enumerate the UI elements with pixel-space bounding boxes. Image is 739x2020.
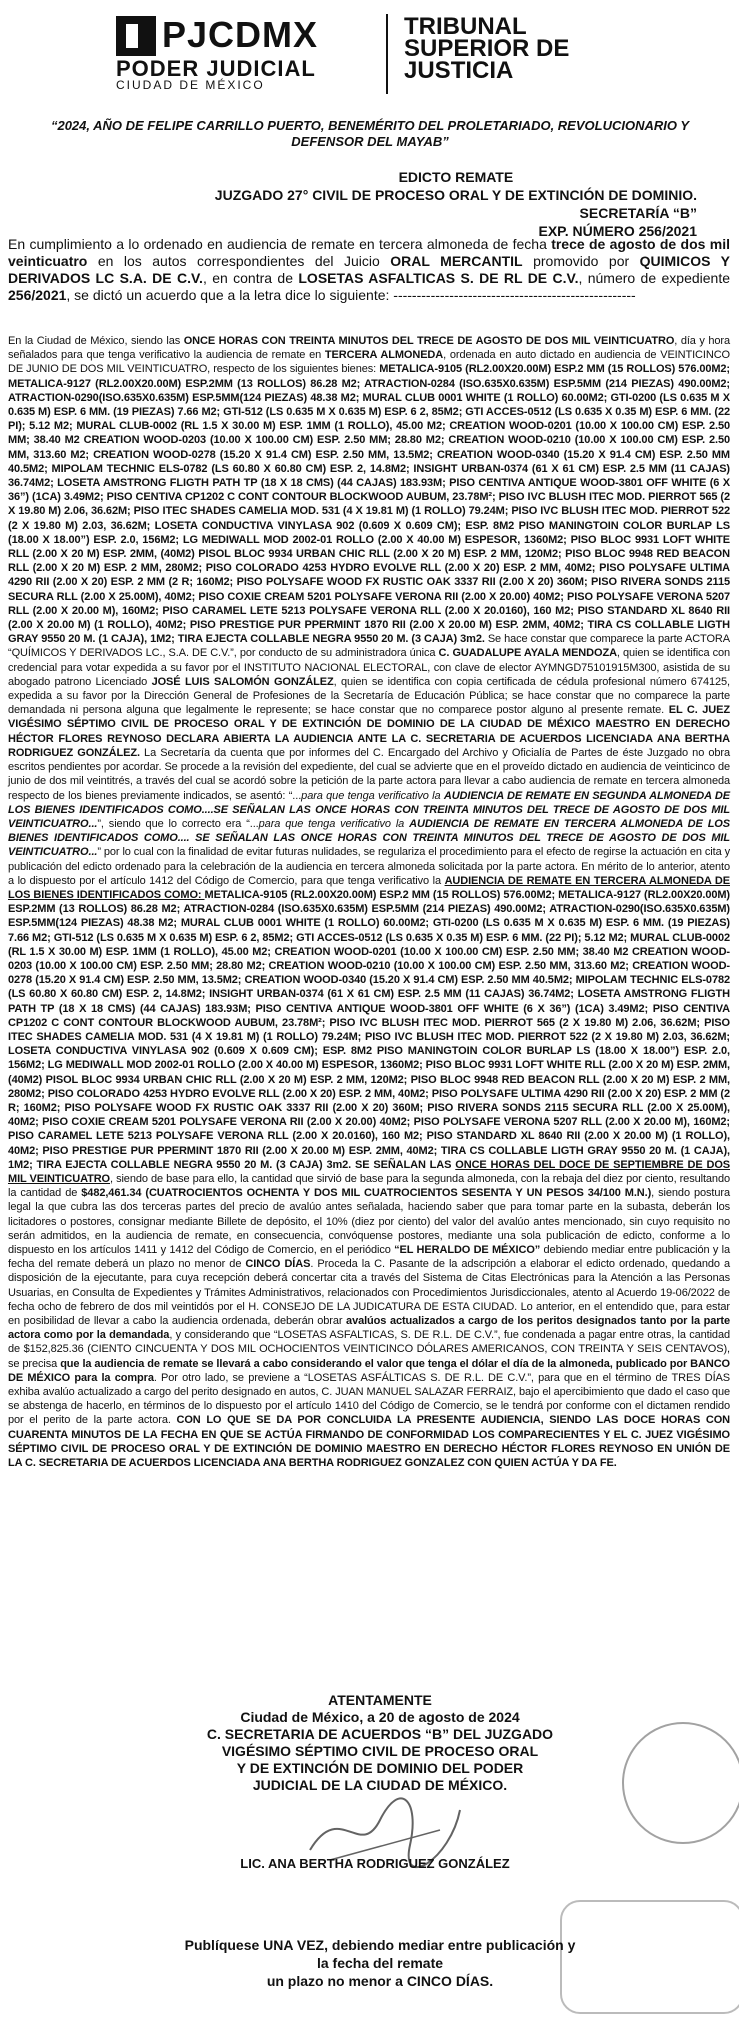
intro-text: , número de expediente [578,270,730,286]
signature-date: Ciudad de México, a 20 de agosto de 2024 [240,1709,520,1725]
body-bold: JOSÉ LUIS SALOMÓN GONZÁLEZ [151,675,334,688]
pj-emblem-icon [116,16,156,56]
body-text: , siendo postura legal la que cubra las dos terceras partes del precio de avalúo antes señalada, haciendo saber que para tomar parte en la subasta, deberán los licitadores o postores, consignar mediante Billete de depósito, el 10% (diez por ciento) del valor del avalúo antes mencionado, sin cuyo requisito no serán admitidos, en la audiencia de remate, en consecuencia, convóquense postores, mediante una sola publicación de edicto, conforme a lo dispuesto en los artículos 1411 y 1412 del Código de Comercio, en el periódico [8,1187,730,1256]
signature-line4: JUDICIAL DE LA CIUDAD DE MÉXICO. [252,1777,508,1793]
juzgado-title: JUZGADO 27° CIVIL DE PROCESO ORAL Y DE EXTINCIÓN DE DOMINIO. [214,187,697,203]
tribunal-line3: JUSTICIA [404,57,514,84]
body-bold: que la audiencia de remate se llevará a cabo considerando el valor que tenga el dólar el día de la almoneda, publicado por BANCO DE MÉXICO para la compra [8,1357,731,1384]
signature-line1: C. SECRETARIA DE ACUERDOS “B” DEL JUZGADO [206,1726,554,1742]
body-text: , siendo de base para ello, la cantidad que sirvió de base para la segunda almoneda, con la rebaja del diez por ciento, resultando la cantidad de [8,1172,730,1200]
body-text: , quien se identifica con credencial para votar expedida a su favor por el INSTITUTO NACIONAL ELECTORAL, con clave de elector AYMNGD75101915M300, asistida de su abogado patrono Licenciado [8,647,731,688]
intro-paragraph [8,236,730,304]
intro-date: trece de agosto de dos mil veinticuatro [8,236,730,269]
body-text: , ordenada en auto dictado en audiencia de VEINTICINCO DE JUNIO DE DOS MIL VEINTICUATRO, respecto de los siguientes bienes: [8,349,731,376]
body-text: , día y hora señalados para que tenga verificativo la audiencia de remate en [8,335,730,362]
intro-text: en los autos correspondientes del Juicio [87,253,391,269]
body-text: Se hace constar que comparece la parte ACTORA “QUÍMICOS Y DERIVADOS LC., S.A. DE C.V.”, por conducto de su administradora única [8,633,730,660]
intro-text: En cumplimiento a lo ordenado en audiencia de remate en tercera almoneda de fecha [8,236,552,252]
body-paragraph [8,334,730,1470]
tribunal-line1: TRIBUNAL [404,13,527,40]
intro-juicio: ORAL MERCANTIL [390,253,523,269]
goods-list: METALICA-9105 (RL2.00X20.00M) ESP.2 MM (15 ROLLOS) 576.00M2; METALICA-9127 (RL2.00X20.00M) ESP.2MM (13 ROLLOS) 86.28 M2; ATRACTION-0284 (ISO.635X0.635M) ESP.5MM (214 PIEZAS) 490.00M2; ATRACTION-0290(ISO.635X0.635M) ESP.5MM(124 PIEZAS) 48.38 M2; MURAL CLUB 0001 WHITE (1 ROLLO) 60.00M2; GTI-0200 (LS 0.635 M X 0.635 M) ESP. 6 MM. (19 PIEZAS) 7.66 M2; GTI-512 (LS 0.635 M X 0.635 M) ESP. 6 2, 85M2; GTI ACCES-0512 (LS 0.635 X 0.35 M) ESP. 6 MM. (22 PI); 5.12 M2; MURAL CLUB-0002 (RL 1.5 X 30.00 M) ESP. 1MM (1 ROLLO), 45.00 M2; CREATION WOOD-0201 (10.00 X 100.00 CM) ESP. 2.50 MM; 38.40 M2 CREATION WOOD-0203 (10.00 X 100.00 CM) ESP. 2.50 MM; 28.80 M2; CREATION WOOD-0210 (10.00 X 100.00 CM) ESP. 2.50 MM, 313.60 M2; CREATION WOOD-0278 (15.20 X 91.4 CM) ESP. 2.50 MM, 13.5M2; CREATION WOOD-0340 (15.20 X 91.4 CM) ESP. 2.50 MM 40.5M2; MIPOLAM TECHNIC ELS-0782 (LS 60.80 X 60.80 CM) ESP. 2, 14.8M2; INSIGHT URBAN-0374 (61 X 61 CM) ESP. 2.5 MM (11 CAJAS) 36.74M2; LOSETA AMSTRONG FLIGTH PATH TP (18 X 18 CMS) (44 CAJAS) 183.93M; PISO CENTIVA ANTIQUE WOOD-3801 OFF WHITE (6 X 36”) (1CA) 3.49M2; PISO CENTIVA CP1202 C CONT CONTOUR BLOCKWOOD AUBUM, 23.78M²; PISO IVC BLUSH ITEC MOD. PIERROT 565 (2 X 19.80 M) 2.06, 36.62M; PISO ITEC SHADES CAMELIA MOD. 531 (4 X 19.81 M) (1 ROLLO) 79.24M; PISO IVC BLUSH ITEC MOD. PIERROT 522 (2 X 19.80 M) 2.03, 36.62M; LOSETA CONDUCTIVA VINYLASA 902 (0.609 X 0.609 CM); ESP. 8M2 PISO MANINGTOIN COLOR BURLAP LS (18.00 X 18.00”) ESP. 2.0, 156M2; LG MEDIWALL MOD 2002-01 ROLLO (2.00 X 40.00 M) ESPESOR, 1360M2; PISO BLOC 9931 LOFT WHITE RLL (2.00 X 20 M) ESP. 2MM, (40M2) PISOL BLOC 9934 URBAN CHIC RLL (2.00 X 20 M) ESP. 2 MM, 120M2; PISO BLOC 9948 RED BEACON RLL (2.00 X 20 M) ESP. 2 MM, 280M2; PISO COLORADO 4253 HYDRO EVOLVE RLL (2.00 X 20) ESP. 2 MM, 40M2; PISO POLYSAFE ULTIMA 4290 RII (2.00 X 20) ESP. 2 MM (2 R; 160M2; PISO POLYSAFE WOOD FX RUSTIC OAK 3337 RII (2.00 X 20) 360M; PISO RIVERA SONDS 2115 SECURA RLL (2.00 X 25.00M), 40M2; PISO COXIE CREAM 5201 POLYSAFE VERONA RII (2.00 X 20.00) 40M2; PISO POLYSAFE VERONA 5207 RLL (2.00 X 20.00 M), 160M2; PISO CARAMEL LETE 5213 POLYSAFE VERONA RLL (2.00 X 20.0160), 160 M2; PISO STANDARD XL 8640 RII (2.00 X 20.00 M) (1 ROLLO), 40M2; PISO PRESTIGE PUR PPERMINT 1870 RII (2.00 X 20.00 M) ESP. 2MM, 40M2; TIRA CS COLLABLE LIGTH GRAY 9550 20 M. (1 CAJA), 1M2; TIRA EJECTA COLLABLE NEGRA 9550 20 M. (3 CAJA) 3m2. [8,363,730,646]
court-seal-right [622,1722,739,1844]
atentamente-label: ATENTAMENTE [328,1692,432,1708]
body-bold-underline: ONCE HORAS DEL DOCE DE SEPTIEMBRE DE DOS MIL VEINTICUATRO [8,1158,731,1185]
tribunal-title [404,13,570,84]
body-bold: SE SEÑALAN LAS [355,1158,456,1171]
intro-defendant: LOSETAS ASFALTICAS S. DE RL DE C.V. [298,270,579,286]
intro-text: promovido por [522,253,640,269]
body-text: ” por lo cual con la finalidad de evitar futuras nulidades, se regulariza el procedimiento para el efecto de regirse la actuación en cita y publicación del edicto ordenado para la celebración de la audiencia en tercera almoneda solicitada por la parte actora. En mérito de lo anterior, atento a lo dispuesto por el artículo 1412 del Código de Comercio, para que tenga verificativo la [8,846,730,887]
signature-line3: Y DE EXTINCIÓN DE DOMINIO DEL PODER [236,1760,524,1776]
secretaria-title: SECRETARÍA “B” [579,205,697,221]
tribunal-line2: SUPERIOR DE [404,35,570,62]
body-bold: C. GUADALUPE AYALA MENDOZA [438,647,617,660]
body-text: La Secretaría da cuenta que por informes del C. Encargado del Archivo y Oficialía de Partes de éste Juzgado no obra escritos pendientes por acordar. Se procede a la revisión del expediente, del cual se advierte que en el proveído dictado en audiencia de veinticinco de junio de dos mil veintitrés, a través del cual se acordó sobre la petición de la parte actora para llevar a cabo audiencia de remate en tercera almoneda respecto de los bienes previamente indicados, se asentó: “... [8,746,730,802]
body-italic: para que tenga verificativo la [301,789,444,802]
logo-acronym: PJCDMX [162,14,319,55]
goods-list-repeat: METALICA-9105 (RL2.00X20.00M) ESP.2 MM (15 ROLLOS) 576.00M2; METALICA-9127 (RL2.00X20.00M) ESP.2MM (13 ROLLOS) 86.28 M2; ATRACTION-0284 (ISO.635X0.635M) ESP.5MM (214 PIEZAS) 490.00M2; ATRACTION-0290(ISO.635X0.635M) ESP.5MM(124 PIEZAS) 48.38 M2; MURAL CLUB 0001 WHITE (1 ROLLO) 60.00M2; GTI-0200 (LS 0.635 M X 0.635 M) ESP. 6 MM. (19 PIEZAS) 7.66 M2; GTI-512 (LS 0.635 M X 0.635 M) ESP. 6 2, 85M2; GTI ACCES-0512 (LS 0.635 X 0.35 M) ESP. 6 MM. (22 PI); 5.12 M2; MURAL CLUB-0002 (RL 1.5 X 30.00 M) ESP. 1MM (1 ROLLO), 45.00 M2; CREATION WOOD-0201 (10.00 X 100.00 CM) ESP. 2.50 MM; 38.40 M2 CREATION WOOD-0203 (10.00 X 100.00 CM) ESP. 2.50 MM; 28.80 M2; CREATION WOOD-0210 (10.00 X 100.00 CM) ESP. 2.50 MM, 313.60 M2; CREATION WOOD-0278 (15.20 X 91.4 CM) ESP. 2.50 MM, 13.5M2; CREATION WOOD-0340 (15.20 X 91.4 CM) ESP. 2.50 MM 40.5M2; MIPOLAM TECHNIC ELS-0782 (LS 60.80 X 60.80 CM) ESP. 2, 14.8M2; INSIGHT URBAN-0374 (61 X 61 CM) ESP. 2.5 MM (11 CAJAS) 36.74M2; LOSETA AMSTRONG FLIGTH PATH TP (18 X 18 CMS) (44 CAJAS) 183.93M; PISO CENTIVA ANTIQUE WOOD-3801 OFF WHITE (6 X 36”) (1CA) 3.49M2; PISO CENTIVA CP1202 C CONT CONTOUR BLOCKWOOD AUBUM, 23.78M²; PISO IVC BLUSH ITEC MOD. PIERROT 565 (2 X 19.80 M) 2.06, 36.62M; PISO ITEC SHADES CAMELIA MOD. 531 (4 X 19.81 M) (1 ROLLO) 79.24M; PISO IVC BLUSH ITEC MOD. PIERROT 522 (2 X 19.80 M) 2.03, 36.62M; LOSETA CONDUCTIVA VINYLASA 902 (0.609 X 0.609 CM); ESP. 8M2 PISO MANINGTOIN COLOR BURLAP LS (18.00 X 18.00”) ESP. 2.0, 156M2; LG MEDIWALL MOD 2002-01 ROLLO (2.00 X 40.00 M) ESPESOR, 1360M2; PISO BLOC 9931 LOFT WHITE RLL (2.00 X 20 M) ESP. 2MM, (40M2) PISOL BLOC 9934 URBAN CHIC RLL (2.00 X 20 M) ESP. 2 MM, 120M2; PISO BLOC 9948 RED BEACON RLL (2.00 X 20 M) ESP. 2 MM, 280M2; PISO COLORADO 4253 HYDRO EVOLVE RLL (2.00 X 20) ESP. 2 MM, 40M2; PISO POLYSAFE ULTIMA 4290 RII (2.00 X 20) ESP. 2 MM (2 R; 160M2; PISO POLYSAFE WOOD FX RUSTIC OAK 3337 RII (2.00 X 20) 360M; PISO RIVERA SONDS 2115 SECURA RLL (2.00 X 25.00M), 40M2; PISO COXIE CREAM 5201 POLYSAFE VERONA RII (2.00 X 20.00) 40M2; PISO POLYSAFE VERONA 5207 RLL (2.00 X 20.00 M), 160M2; PISO CARAMEL LETE 5213 POLYSAFE VERONA RLL (2.00 X 20.0160), 160 M2; PISO STANDARD XL 8640 RII (2.00 X 20.00 M) (1 ROLLO), 40M2; PISO PRESTIGE PUR PPERMINT 1870 RII (2.00 X 20.00 M) ESP. 2MM, 40M2; TIRA CS COLLABLE LIGTH GRAY 9550 20 M. (1 CAJA), 1M2; TIRA EJECTA COLLABLE NEGRA 9550 20 M. (3 CAJA) 3m2. [8,888,730,1171]
intro-text: , en contra de [202,270,299,286]
expediente-title: EXP. NÚMERO 256/2021 [538,223,697,239]
intro-text: , se dictó un acuerdo que a la letra dice lo siguiente: ---------------------------------------------------- [66,287,636,303]
signature-block [140,1692,620,1794]
body-text: . Por otro lado, se previene a “LOSETAS ASFÁLTICAS S. DE R.L. DE C.V.”, para que en el término de TRES DÍAS exhiba avalúo actualizado a cargo del perito designado en autos, C. JUAN MANUEL SALAZAR FERRAIZ, bajo el apercibimiento que dado el caso que se abstenga de hacerlo, en términos de lo dispuesto por el artículo 1410 del Código de Comercio, se le tendrá por conforme con el dictamen rendido por el perito de la parte actora. [8,1371,730,1427]
body-text: debiendo mediar entre publicación y la fecha del remate deberá un plazo no menor de [8,1244,730,1271]
body-bold: EL C. JUEZ VIGÉSIMO SÉPTIMO CIVIL DE PROCESO ORAL Y DE EXTINCIÓN DE DOMINIO DE LA CIUDAD DE MÉXICO MAESTRO EN DERECHO HÉCTOR FLORES REYNOSO DECLARA ABIERTA LA AUDIENCIA ANTE LA C. SECRETARIA DE ACUERDOS LICENCIADA ANA BERTHA RODRIGUEZ GONZÁLEZ. [8,704,731,759]
publication-line1: Publíquese UNA VEZ, debiendo mediar entre publicación y la fecha del remate [184,1937,576,1971]
body-bold-underline: AUDIENCIA DE REMATE EN TERCERA ALMONEDA DE LOS BIENES IDENTIFICADOS COMO: [8,874,730,901]
header [116,14,636,90]
body-bold-italic: AUDIENCIA DE REMATE EN SEGUNDA ALMONEDA DE LOS BIENES IDENTIFICADOS COMO....SE SEÑALAN LAS ONCE HORAS CON TREINTA MINUTOS DEL TRECE DE AGOSTO DE DOS MIL VEINTICUATRO... [8,789,730,830]
body-text: . Proceda la C. Pasante de la adscripción a elaborar el edicto ordenado, quedando a disposición de la ejecutante, para cuya recepción deberá concertar cita a través del Sistema de Citas Electrónicas para la Atención a las Personas Usuarias, en Consulta de Expedientes y Trámites Administrativos, relacionados con Procedimientos Jurisdiccionales, atento al Acuerdo 19-06/2022 de fecha ocho de febrero de dos mil veintidós por el H. CONSEJO DE LA JUDICATURA DE ESTA CIUDAD. Lo anterior, en el entendido que, para estar en posibilidad de llevar a cabo la audiencia ordenada, deberán obrar [8,1258,731,1328]
edicto-title: EDICTO REMATE [398,169,514,185]
publication-note [180,1936,580,1990]
court-seal-bottom [560,1900,739,2014]
signer-name: LIC. ANA BERTHA RODRIGUEZ GONZÁLEZ [240,1856,510,1871]
pjcdmx-logo [116,14,378,90]
logo-name: PODER JUDICIAL [116,56,316,81]
body-bold: ONCE HORAS CON TREINTA MINUTOS DEL TRECE DE AGOSTO DE DOS MIL VEINTICUATRO [183,335,675,347]
signature-line2: VIGÉSIMO SÉPTIMO CIVIL DE PROCESO ORAL [221,1743,539,1759]
header-divider [386,14,388,94]
intro-actor: QUIMICOS Y DERIVADOS LC S.A. DE C.V. [8,253,730,286]
body-text: , y considerando que “LOSETAS ASFALTICAS, S. DE R.L. DE C.V.”, fue condenada a pagar entre otras, la cantidad de $152,825.36 (CIENTO CINCUENTA Y DOS MIL OCHOCIENTOS VEINTICINCO DÓLARES AMERICANOS, CON TREINTA Y SEIS CENTAVOS), se precisa [8,1329,730,1370]
logo-city: CIUDAD DE MÉXICO [116,78,265,92]
edict-titles [215,168,697,240]
body-bold-italic: AUDIENCIA DE REMATE EN TERCERA ALMONEDA DE LOS BIENES IDENTIFICADOS COMO.... SE SEÑALAN LAS ONCE HORAS CON TREINTA MINUTOS DEL TRECE DE AGOSTO DE DOS MIL VEINTICUATRO... [8,817,731,859]
body-bold: “EL HERALDO DE MÉXICO” [394,1244,541,1256]
body-bold: CON LO QUE SE DA POR CONCLUIDA LA PRESENTE AUDIENCIA, SIENDO LAS DOCE HORAS CON CUARENTA MINUTOS DE LA FECHA EN QUE SE ACTÚA FIRMANDO DE CONFORMIDAD LOS COMPARECIENTES Y EL C. JUEZ VIGÉSIMO SÉPTIMO CIVIL DE PROCESO ORAL Y DE EXTINCIÓN DE DOMINIO MAESTRO EN DERECHO HÉCTOR FLORES REYNOSO EN UNIÓN DE LA C. SECRETARIA DE ACUERDOS LICENCIADA ANA BERTHA RODRIGUEZ GONZALEZ CON QUIEN ACTÚA Y DA FE. [8,1414,731,1470]
body-text: , quien se identifica con copia certificada de cédula profesional número 674125, expedida a su favor por la Dirección General de Profesiones de la Secretaría de Educación Pública; se hace constar que no comparece la parte demandada ni persona alguna que legalmente le represente; se hace constar que no comparece postor alguno al presente remate. [8,675,730,717]
body-bold: $482,461.34 (CUATROCIENTOS OCHENTA Y DOS MIL CUATROCIENTOS SESENTA Y UN PESOS 34/100 M.N.) [81,1187,652,1200]
publication-line2: un plazo no menor a CINCO DÍAS. [266,1973,494,1989]
body-bold: avalúos actualizados a cargo de los peritos designados tanto por la parte actora como por la demandada [8,1315,730,1342]
intro-expediente: 256/2021 [8,287,67,303]
body-italic: para que tenga verificativo la [258,817,410,830]
body-bold: TERCERA ALMONEDA [324,349,444,362]
body-text: En la Ciudad de México, siendo las [8,335,184,347]
year-motto: “2024, AÑO DE FELIPE CARRILLO PUERTO, BENEMÉRITO DEL PROLETARIADO, REVOLUCIONARIO Y DEFENSOR DEL MAYAB” [50,118,690,149]
body-text: ”, siendo que lo correcto era “... [97,817,259,830]
body-bold: CINCO DÍAS [245,1258,311,1271]
